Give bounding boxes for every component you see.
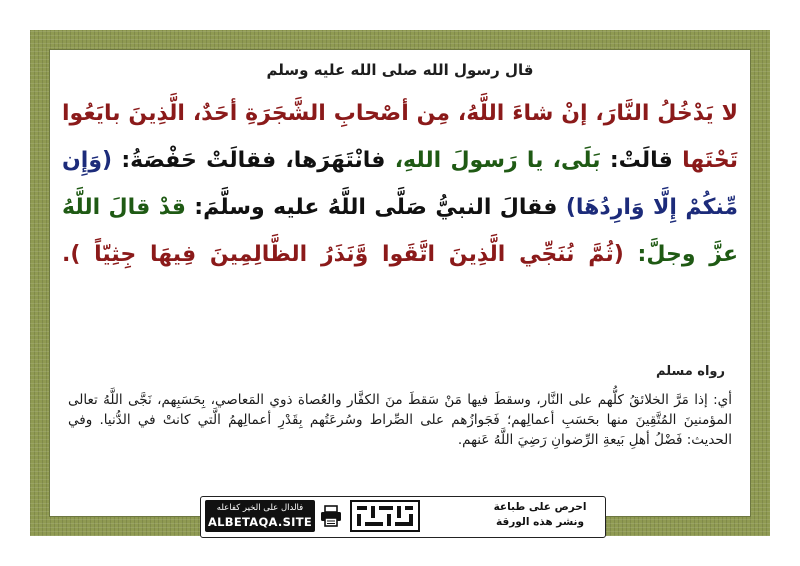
commentary-text: أي: إذا مَرَّ الخلائقُ كلُّهم على النَّار، وسقطَ فيها مَنْ سَقطَ منَ الكفَّار والعُصاة ذوي المَعاصي، بِحَسَبِهم، نَجَّى اللَّهُ تعالى المؤمنينَ المُتَّقِينَ منها بحَسَبِ أعمالِهم؛ فَجَوازُهم على الصِّراط وسُرعَتُهم بِقَدْرِ أعمالِهمُ الَّتي كانتْ في الدُّنيا. وفي الحديث: فَضْلُ أهلِ بَيعةِ الرِّضوانِ رَضِيَ اللَّهُ عَنهم. bbox=[68, 392, 732, 448]
hadith-text bbox=[62, 90, 738, 278]
hadith-segment: فقالَ النبيُّ صَلَّى اللَّهُ عليه وسلَّمَ: bbox=[185, 195, 566, 220]
footer-tagline: فالدال على الخير كفاعله bbox=[216, 503, 304, 513]
print-note: احرص على طباعة ونشر هذه الورقة bbox=[493, 501, 587, 528]
footer-bar bbox=[200, 496, 606, 538]
card-heading: قال رسول الله صلى الله عليه وسلم bbox=[266, 61, 534, 79]
hadith-segment: قالَتْ: bbox=[600, 148, 683, 173]
site-url: ALBETAQA.SITE bbox=[207, 515, 313, 529]
hadith-segment: فانْتَهَرَها، فقالَتْ حَفْصَةُ: bbox=[112, 148, 395, 173]
hadith-card bbox=[50, 50, 750, 529]
hadith-segment: لا يَدْخُلُ النَّارَ، إنْ شاءَ اللَّهُ، مِن أصْحابِ الشَّجَرَةِ أحَدٌ، الَّذِينَ بايَعُوا تَحْتَها bbox=[62, 101, 738, 173]
site-badge bbox=[205, 500, 315, 532]
hadith-segment: بَلَى، يا رَسولَ اللهِ، bbox=[394, 148, 601, 173]
hadith-segment: قدْ قالَ اللَّهُ عزَّ وجلَّ: bbox=[62, 195, 738, 267]
hadith-segment: (وَإِن مِّنكُمْ إِلَّا وَارِدُهَا) bbox=[62, 148, 739, 220]
logo-mark bbox=[349, 499, 421, 533]
printer-icon bbox=[319, 504, 343, 528]
narrator-attribution: رواه مسلم bbox=[656, 364, 725, 379]
hadith-segment: (ثُمَّ نُنَجِّي الَّذِينَ اتَّقَوا وَّنَذَرُ الظَّالِمِينَ فِيهَا جِثِيّاً ). bbox=[62, 242, 638, 267]
